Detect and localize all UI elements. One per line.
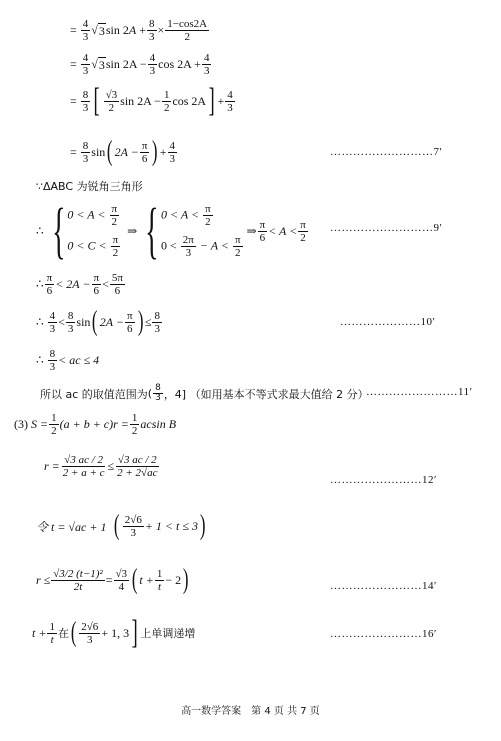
step-line-2: = $\frac{4}{3}$ √ 3 sin 2A − $\frac{4}{3}$ cos 2A + $\frac{4}{3}$ xyxy=(70,52,210,77)
step-line-15: t + $\frac{1}{t}$ 在 ( $\frac{2√6}{3}$ + 1, 3 ] 上单调递增 xyxy=(32,614,196,651)
score-10: …………………10′ xyxy=(340,316,436,328)
score-7: ………………………7′ xyxy=(330,146,443,158)
brace-system-2: { 0 < A < $\frac{\pi}{2}$ 0 < $\frac{2\pi}{3}$ − A < $\frac{\pi}{2}$ xyxy=(145,197,241,265)
fraction: $\frac{4}{3}$ xyxy=(82,18,89,43)
score-11: ……………………11′ xyxy=(366,386,473,398)
step-line-10: 所以 ac 的取值范围为 ( $\frac{8}{3}$ ，4] （如用基本不等式求最大值给 2 分） xyxy=(40,383,369,403)
step-line-12: r = $\frac{√3 ac / 2}{2 + a + c}$ ≤ $\frac{√3 ac / 2}{2 + 2√ac}$ xyxy=(44,454,158,479)
score-12: ……………………12′ xyxy=(330,474,437,486)
brace-system-1: { 0 < A < $\frac{\pi}{2}$ 0 < C < $\frac{\pi}{2}$ xyxy=(51,197,119,265)
step-line-14: r ≤ $\frac{\text{√3/2 (t−1)²}}{2t}$ = $\frac{√3}{4}$ ( t + $\frac{1}{t}$ − 2 ) xyxy=(36,564,189,595)
score-14: ……………………14′ xyxy=(330,580,437,592)
system-line: ∴ { 0 < A < $\frac{\pi}{2}$ 0 < C < $\frac{\pi}{2}$ ⇒ { 0 < A < $\frac{\pi}{2}$ 0 < $\frac{2\pi}{3}$ − A < $\frac{\pi}{2}$ ⇒ $\frac{\pi}{6}$ < A < $\frac{\pi}{2}$ xyxy=(36,197,306,265)
sqrt: √ 3 xyxy=(91,22,105,38)
step-line-5: ∵ΔABC 为锐角三角形 xyxy=(36,180,143,193)
step-line-13: 令 t = √ac + 1 ( $\frac{2√6}{3}$ + 1 < t ≤ 3 ) xyxy=(36,510,206,541)
step-line-11: (3) S = $\frac{1}{2}$ (a + b + c)r = $\frac{1}{2}$ acsin B xyxy=(14,412,177,437)
step-line-7: ∴ $\frac{\pi}{6}$ < 2A − $\frac{\pi}{6}$ < $\frac{5\pi}{6}$ xyxy=(36,272,123,297)
score-9: ………………………9′ xyxy=(330,222,443,234)
step-line-3: = $\frac{8}{3}$ [ $\frac{√3}{2}$ sin 2A − $\frac{1}{2}$ cos 2A ] + $\frac{4}{3}$ xyxy=(70,82,233,119)
page-footer: 高一数学答案 第 4 页 共 7 页 xyxy=(181,706,320,717)
step-line-9: ∴ $\frac{8}{3}$ < ac ≤ 4 xyxy=(36,348,100,373)
step-line-8: ∴ $\frac{4}{3}$ < $\frac{8}{3}$ sin ( 2A − $\frac{\pi}{6}$ ) ≤ $\frac{8}{3}$ xyxy=(36,306,160,337)
score-16: ……………………16′ xyxy=(330,628,437,640)
step-line-1: = $\frac{4}{3}$ √ 3 sin 2 A + $\frac{8}{3}$ × $\frac{1-\cos 2A}{2}$ xyxy=(70,18,208,43)
step-line-4: = $\frac{8}{3}$ sin ( 2A − $\frac{\pi}{6}$ ) + $\frac{4}{3}$ xyxy=(70,136,176,167)
